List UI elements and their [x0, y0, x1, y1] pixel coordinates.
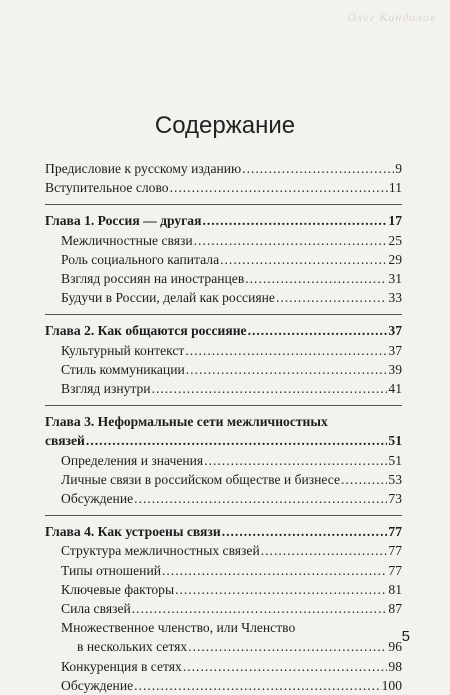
toc-entry-page: 73: [388, 491, 402, 507]
leader-dots: [220, 250, 387, 269]
chapter-title: связей: [45, 433, 85, 449]
bleed-through-header: Олег Кандалов: [347, 10, 436, 24]
toc-entry-intro[interactable]: [45, 178, 402, 197]
toc-entry-page: 39: [388, 361, 402, 377]
table-of-contents: [45, 159, 402, 695]
divider: [45, 204, 402, 205]
leader-dots: [132, 599, 388, 618]
leader-dots: [204, 451, 387, 470]
toc-entry-page: 51: [388, 452, 402, 468]
leader-dots: [341, 470, 387, 489]
chapter-page: 77: [388, 524, 402, 540]
toc-entry[interactable]: [45, 561, 402, 580]
toc-entry[interactable]: [45, 288, 402, 307]
toc-entry-page: 29: [388, 251, 402, 267]
toc-entry-text: Стиль коммуникации: [61, 361, 185, 377]
toc-entry-text: Предисловие к русскому изданию: [45, 161, 242, 176]
toc-entry-text: Взгляд изнутри: [61, 381, 151, 397]
toc-entry-page: 100: [381, 677, 402, 693]
toc-entry[interactable]: [45, 637, 402, 656]
leader-dots: [222, 522, 388, 541]
leader-dots: [242, 159, 394, 178]
toc-entry-page: 9: [395, 161, 402, 176]
toc-entry-text: Конкуренция в сетях: [61, 658, 182, 674]
toc-entry-page: 77: [388, 543, 402, 559]
toc-entry-text: Структура межличностных связей: [61, 543, 260, 559]
toc-entry-text: Культурный контекст: [61, 342, 185, 358]
toc-entry-preface[interactable]: [45, 159, 402, 178]
chapter-page: 17: [388, 213, 402, 229]
leader-dots: [194, 231, 388, 250]
toc-entry-page: 41: [388, 381, 402, 397]
toc-entry-page: 53: [388, 471, 402, 487]
toc-chapter-3[interactable]: [45, 431, 402, 450]
toc-entry-text: Сила связей: [61, 601, 131, 617]
toc-entry[interactable]: [45, 250, 402, 269]
toc-entry-page: 77: [388, 562, 402, 578]
toc-entry[interactable]: [45, 580, 402, 599]
toc-entry-text: Множественное членство, или Членство: [61, 620, 296, 636]
chapter-page: 37: [388, 323, 402, 339]
toc-entry-text: Роль социального капитала: [61, 251, 220, 267]
page-number: 5: [401, 628, 410, 645]
toc-entry-page: 31: [388, 271, 402, 287]
leader-dots: [261, 541, 388, 560]
leader-dots: [175, 580, 387, 599]
toc-entry-text: Взгляд россиян на иностранцев: [61, 271, 245, 287]
toc-entry-page: 87: [388, 601, 402, 617]
toc-entry-text: Межличностные связи: [61, 232, 193, 248]
toc-entry-page: 11: [388, 180, 402, 196]
chapter-title: Глава 1. Россия — другая: [45, 213, 202, 229]
toc-entry[interactable]: [45, 341, 402, 360]
toc-chapter-2[interactable]: [45, 321, 402, 340]
leader-dots: [186, 360, 388, 379]
leader-dots: [152, 379, 388, 398]
leader-dots: [170, 178, 388, 197]
toc-entry-text: Обсуждение: [61, 677, 134, 693]
toc-entry[interactable]: [45, 451, 402, 470]
leader-dots: [245, 269, 387, 288]
leader-dots: [185, 341, 387, 360]
chapter-title-line[interactable]: Глава 3. Неформальные сети межличностных: [45, 414, 328, 430]
toc-entry-text: Определения и значения: [61, 452, 204, 468]
toc-chapter-4[interactable]: [45, 522, 402, 541]
leader-dots: [202, 211, 387, 230]
toc-entry[interactable]: [45, 379, 402, 398]
toc-entry-text: Будучи в России, делай как россияне: [61, 290, 275, 306]
toc-entry[interactable]: [45, 360, 402, 379]
toc-entry-text: в нескольких сетях: [77, 639, 188, 655]
toc-entry-page: 33: [388, 290, 402, 306]
leader-dots: [248, 321, 388, 340]
divider: [45, 314, 402, 315]
toc-entry[interactable]: [45, 657, 402, 676]
divider: [45, 405, 402, 406]
toc-entry-text: Обсуждение: [61, 491, 134, 507]
toc-entry-page: 96: [388, 639, 402, 655]
toc-entry[interactable]: [45, 269, 402, 288]
leader-dots: [183, 657, 388, 676]
toc-entry[interactable]: [45, 489, 402, 508]
divider: [45, 515, 402, 516]
leader-dots: [188, 637, 387, 656]
toc-entry[interactable]: [45, 470, 402, 489]
toc-entry-text: Типы отношений: [61, 562, 162, 578]
toc-entry[interactable]: [45, 599, 402, 618]
leader-dots: [86, 431, 388, 450]
toc-entry-multiline-first[interactable]: [45, 618, 402, 637]
chapter-title: Глава 4. Как устроены связи: [45, 524, 221, 540]
toc-entry-page: 25: [388, 232, 402, 248]
toc-entry-text: Вступительное слово: [45, 180, 169, 196]
chapter-page: 51: [388, 433, 402, 449]
toc-entry-page: 81: [388, 581, 402, 597]
toc-entry[interactable]: [45, 231, 402, 250]
leader-dots: [134, 489, 387, 508]
toc-entry-page: 37: [388, 342, 402, 358]
toc-entry-page: 98: [388, 658, 402, 674]
toc-entry[interactable]: [45, 541, 402, 560]
page-title: Содержание: [154, 112, 296, 139]
toc-entry-text: Ключевые факторы: [61, 581, 175, 597]
chapter-title: Глава 2. Как общаются россияне: [45, 323, 247, 339]
toc-entry-text: Личные связи в российском обществе и бизнесе: [61, 471, 341, 487]
leader-dots: [276, 288, 387, 307]
toc-chapter-1[interactable]: [45, 211, 402, 230]
leader-dots: [162, 561, 387, 580]
leader-dots: [134, 676, 380, 695]
toc-entry[interactable]: [45, 676, 402, 695]
